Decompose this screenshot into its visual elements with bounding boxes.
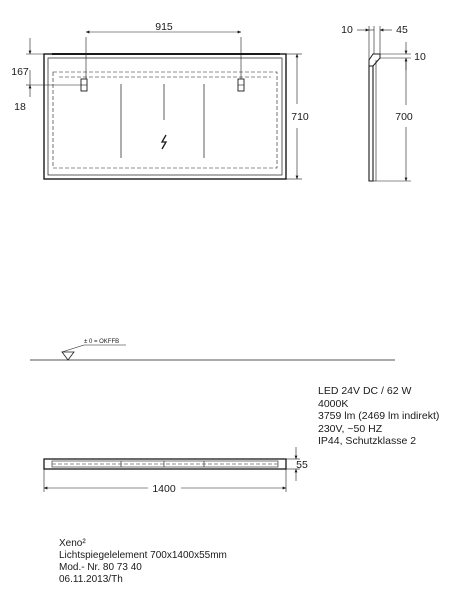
front-width-label: 915 [155,21,173,33]
bottom-view [44,459,286,469]
front-bracket-offset-label: 18 [14,101,26,113]
spec-line: LED 24V DC / 62 W [318,385,412,397]
front-view [30,54,286,179]
side-top-label: 10 [414,51,426,63]
side-right-label: 45 [396,24,408,36]
drawing-date: 06.11.2013/Th [59,574,123,585]
spec-line: 3759 lm (2469 lm indirekt) [318,410,440,423]
spec-line: 230V, ~50 HZ [318,422,383,435]
side-height-label: 700 [395,111,413,123]
front-top-offset-label: 167 [11,66,29,78]
bottom-profile-outer [44,459,286,469]
spec-line: IP44, Schutzklasse 2 [318,435,417,448]
side-left-label: 10 [341,24,353,36]
floor-reference-label: ± 0 = OKFFB [84,339,120,345]
mirror-inner-frame [48,58,282,175]
side-profile [369,66,373,181]
bottom-width-label: 1400 [152,483,176,495]
technical-specs [318,385,439,448]
product-model-number: Mod.- Nr. 80 73 40 [59,562,142,573]
front-height-label: 710 [291,111,309,123]
side-view-dimensions [357,26,411,181]
floor-level-symbol [62,352,74,360]
spec-line: 4000K [318,397,349,410]
product-info [59,538,227,586]
bottom-depth-label: 55 [296,459,308,471]
product-name: Xeno² [59,538,86,549]
mirror-outer-frame [44,54,286,179]
product-description: Lichtspiegelelement 700x1400x55mm [59,550,227,561]
touch-switch-icon [162,135,166,149]
side-view [369,54,380,181]
floor-reference-line [30,345,395,360]
